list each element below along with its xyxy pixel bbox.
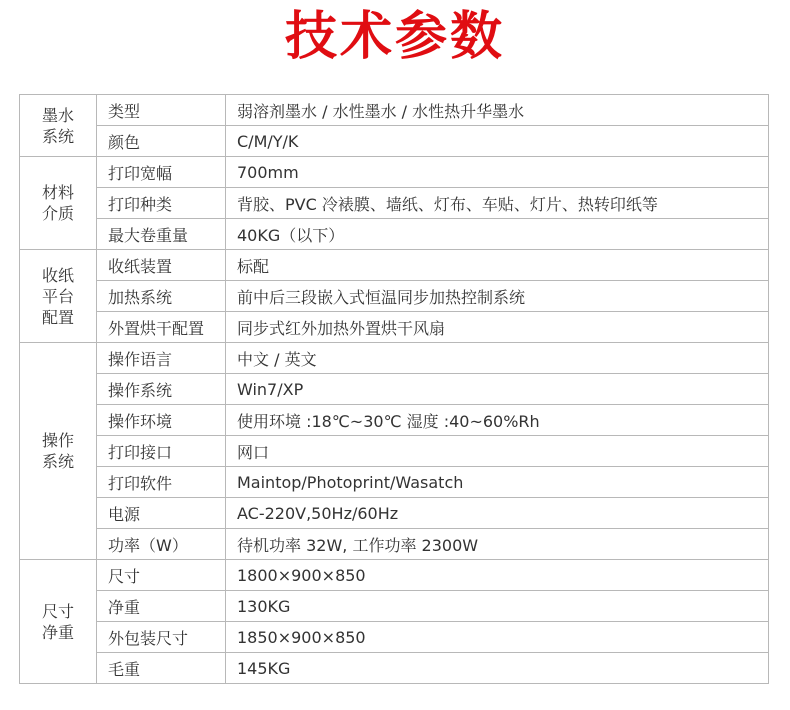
param-value: 弱溶剂墨水 / 水性墨水 / 水性热升华墨水: [226, 95, 769, 126]
table-row: [20, 126, 769, 157]
param-value: 1800×900×850: [226, 560, 769, 591]
param-name: 类型: [97, 95, 226, 126]
table-row: [20, 436, 769, 467]
table-row: [20, 250, 769, 281]
group-label-line: 尺寸: [41, 601, 74, 621]
group-label-line: 收纸: [41, 265, 74, 285]
param-name: 外包装尺寸: [97, 622, 226, 653]
group-label-line: 平台: [41, 286, 74, 306]
param-name: 尺寸: [97, 560, 226, 591]
param-value: 标配: [226, 250, 769, 281]
group-label-line: 系统: [41, 126, 74, 146]
group-label-line: 操作: [41, 431, 74, 450]
table-row: [20, 312, 769, 343]
param-name: 打印种类: [97, 188, 226, 219]
group-label: [20, 157, 97, 250]
param-value: 1850×900×850: [226, 622, 769, 653]
table-row: [20, 95, 769, 126]
group-label-line: 墨水: [41, 105, 74, 125]
table-row: [20, 467, 769, 498]
spec-table: [19, 94, 769, 684]
table-row: [20, 281, 769, 312]
param-name: 加热系统: [97, 281, 226, 312]
param-name: 收纸装置: [97, 250, 226, 281]
param-name: 打印软件: [97, 467, 226, 498]
param-name: 毛重: [97, 653, 226, 684]
table-row: [20, 405, 769, 436]
table-row: [20, 188, 769, 219]
group-label-line: 净重: [41, 622, 74, 642]
group-label: [20, 560, 97, 684]
param-value: C/M/Y/K: [226, 126, 769, 157]
param-name: 操作系统: [97, 374, 226, 405]
group-label-line: 材料: [41, 183, 74, 202]
param-name: 打印接口: [97, 436, 226, 467]
param-name: 操作环境: [97, 405, 226, 436]
table-row: [20, 529, 769, 560]
param-value: 145KG: [226, 653, 769, 684]
param-name: 电源: [97, 498, 226, 529]
param-value: 130KG: [226, 591, 769, 622]
param-value: 700mm: [226, 157, 769, 188]
table-row: [20, 219, 769, 250]
param-name: 最大卷重量: [97, 219, 226, 250]
page-title: 技术参数: [284, 7, 505, 67]
table-row: [20, 560, 769, 591]
table-row: [20, 591, 769, 622]
param-value: 40KG（以下）: [226, 219, 769, 250]
table-row: [20, 374, 769, 405]
group-label-line: 系统: [41, 452, 74, 471]
param-name: 打印宽幅: [97, 157, 226, 188]
param-value: 同步式红外加热外置烘干风扇: [226, 312, 769, 343]
param-value: 网口: [226, 436, 769, 467]
table-row: [20, 498, 769, 529]
param-name: 操作语言: [97, 343, 226, 374]
table-row: [20, 622, 769, 653]
group-label: [20, 250, 97, 343]
param-value: 待机功率 32W, 工作功率 2300W: [226, 529, 769, 560]
param-value: 使用环境 :18℃~30℃ 湿度 :40~60%Rh: [226, 405, 769, 436]
param-name: 颜色: [97, 126, 226, 157]
group-label-line: 介质: [41, 204, 74, 223]
param-value: 前中后三段嵌入式恒温同步加热控制系统: [226, 281, 769, 312]
param-value: 背胶、PVC 冷裱膜、墙纸、灯布、车贴、灯片、热转印纸等: [226, 188, 769, 219]
param-value: 中文 / 英文: [226, 343, 769, 374]
group-label: [20, 95, 97, 157]
group-label-line: 配置: [41, 307, 74, 327]
group-label: [20, 343, 97, 560]
param-name: 外置烘干配置: [97, 312, 226, 343]
param-name: 功率（W）: [97, 529, 226, 560]
param-name: 净重: [97, 591, 226, 622]
param-value: Win7/XP: [226, 374, 769, 405]
param-value: Maintop/Photoprint/Wasatch: [226, 467, 769, 498]
table-row: [20, 343, 769, 374]
table-row: [20, 157, 769, 188]
table-row: [20, 653, 769, 684]
param-value: AC-220V,50Hz/60Hz: [226, 498, 769, 529]
